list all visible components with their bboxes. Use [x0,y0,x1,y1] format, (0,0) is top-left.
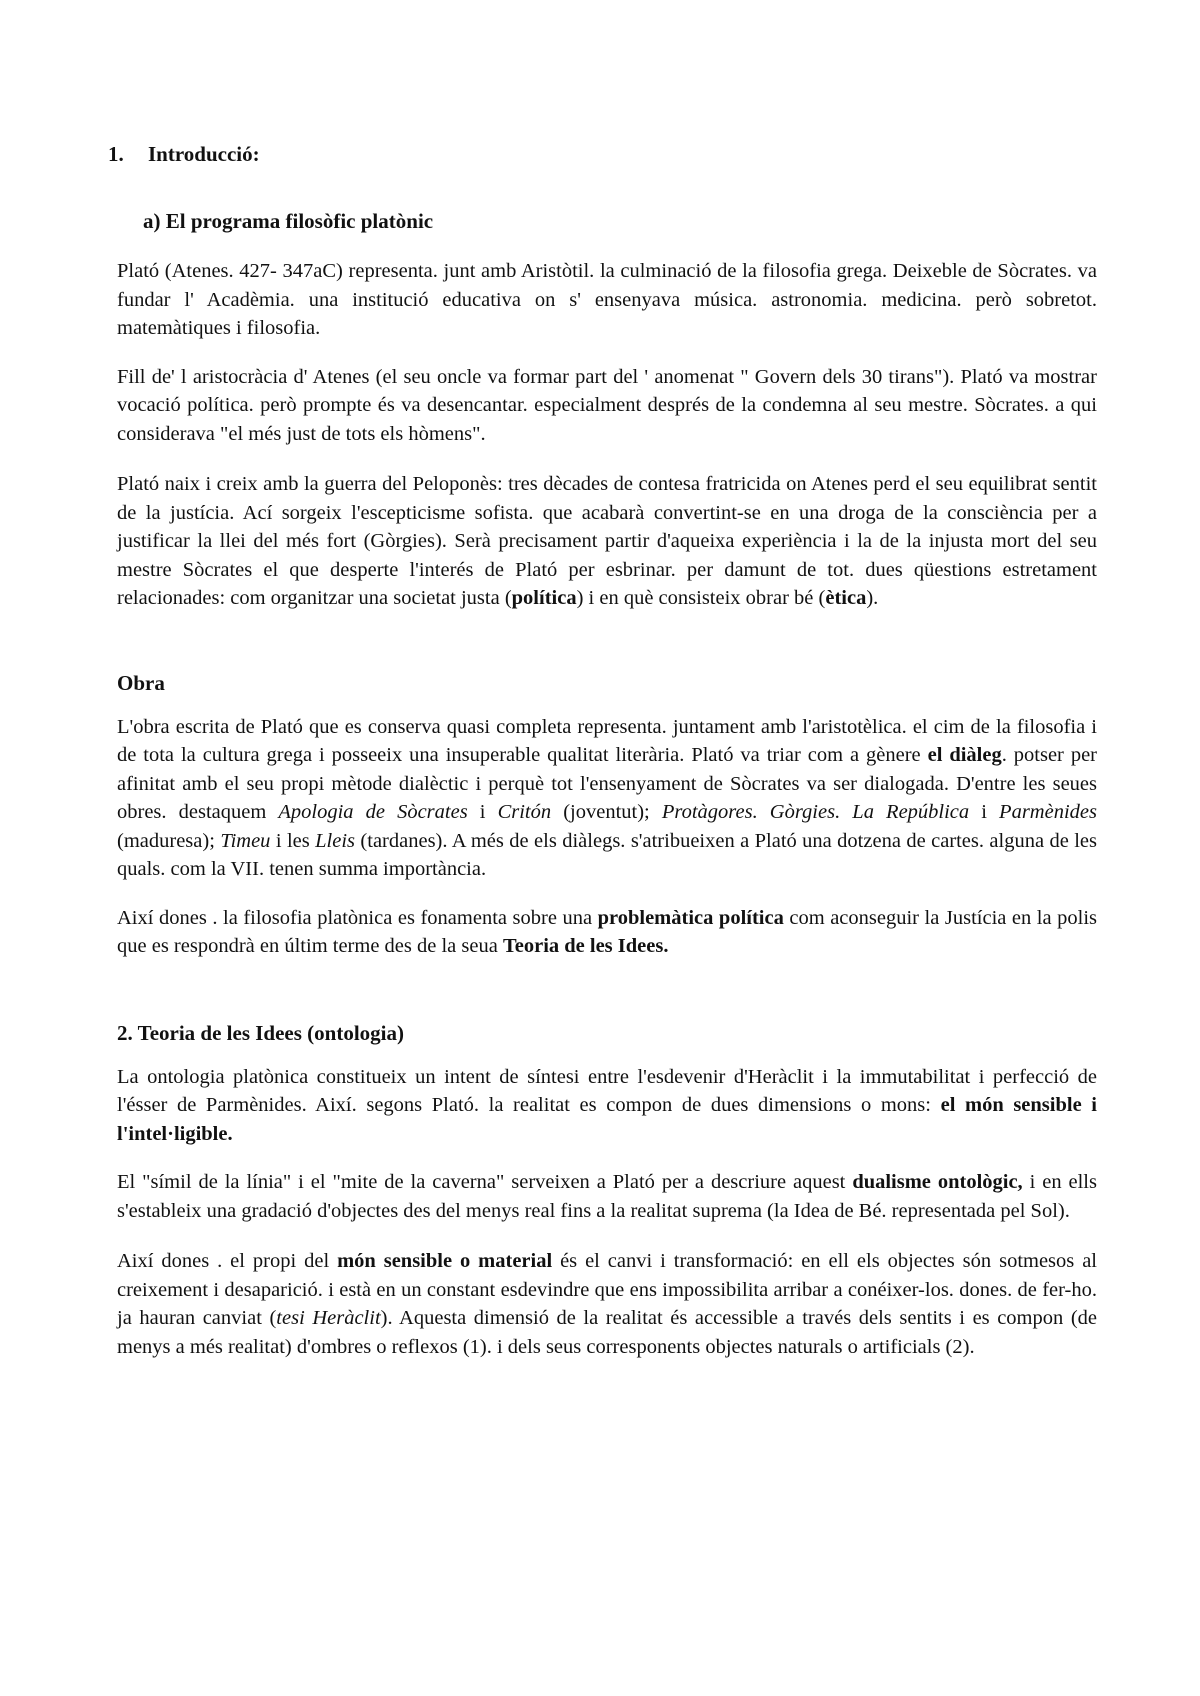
section-1-title: Introducció: [148,142,260,166]
section-1-heading [108,140,1097,168]
paragraph-simil-linia: El "símil de la línia" i el "mite de la caverna" serveixen a Plató per a descriure aquest dualisme ontològic, i en ells s'estableix una gradació d'objectes des del menys real fins a la realitat suprema (la Idea de Bé. representada pel Sol). [117,1171,1097,1222]
bold-politica: política [511,587,577,609]
section-2-heading: 2. Teoria de les Idees (ontologia) [117,1020,404,1045]
paragraph-ontologia: La ontologia platònica constitueix un intent de síntesi entre l'esdevenir d'Heràclit i la immutabilitat i perfecció de l'ésser de Parmènides. Així. segons Plató. la realitat es compon de dues dimensions o mons: el món sensible i l'intel·ligible. [117,1065,1097,1145]
paragraph-mon-sensible: Així dones . el propi del món sensible o material és el canvi i transformació: en ell els objectes són sotmesos al creixement i desaparició. i està en un constant esdevindre que ens impossibilita arribar a conéixer-los. dones. de fer-ho. ja hauran canviat (tesi Heràclit). Aquesta dimensió de la realitat és accessible a través dels sentits i es compon (de menys a més realitat) d'ombres o reflexos (1). i dels seus corresponents objectes naturals o artificials (2). [117,1250,1097,1358]
subheading-programa: a) El programa filosòfic platònic [143,209,434,233]
obra-heading: Obra [117,670,165,695]
paragraph-problematica: Així dones . la filosofia platònica es fonamenta sobre una problemàtica política com aconseguir la Justícia en la polis que es respondrà en últim terme des de la seua Teoria de les Idees. [117,906,1097,957]
paragraph-peloponnes: Plató naix i creix amb la guerra del Peloponès: tres dècades de contesa fratricida on Atenes perd el seu equilibrat sentit de la justícia. Ací sorgeix l'escepticisme sofista. que acabarà convertint-se en una droga de la consciència per a justificar la llei del més fort (Gòrgies). Serà precisament partir d'aqueixa experiència i la de la injusta mort del seu mestre Sòcrates el que desperte l'interés de Plató per esbrinar. per damunt de tot. dues qüestions estretament relacionades: com organitzar una societat justa (política) i en què consisteix obrar bé (ètica). [117,473,1097,609]
document-page [108,140,1098,1361]
bold-mon-sensible-intelligible: el món sensible i l'intel·ligible. [117,1094,1097,1145]
bold-mon-sensible-material: món sensible o material [337,1250,553,1272]
bold-etica: ètica [825,587,867,609]
section-1-number: 1. [108,142,124,166]
paragraph-plato-intro: Plató (Atenes. 427- 347aC) representa. junt amb Aristòtil. la culminació de la filosofia grega. Deixeble de Sòcrates. va fundar l' Acadèmia. una institució educativa on s' ensenyava música. astronomia. medicina. però sobretot. matemàtiques i filosofia. [117,260,1097,339]
paragraph-obra: L'obra escrita de Plató que es conserva quasi completa representa. juntament amb l'aristotèlica. el cim de la filosofia i de tota la cultura grega i posseeix una insuperable qualitat literària. Plató va triar com a gènere el diàleg. potser per afinitat amb el seu propi mètode dialèctic i perquè tot l'ensenyament de Sòcrates va ser dialogada. D'entre les seues obres. destaquem Apologia de Sòcrates i Critón (joventut); Protàgores. Gòrgies. La República i Parmènides (maduresa); Timeu i les Lleis (tardanes). A més de els diàlegs. s'atribueixen a Plató una dotzena de cartes. alguna de les quals. com la VII. tenen summa importància. [117,715,1098,880]
paragraph-aristocracia: Fill de' l aristocràcia d' Atenes (el seu oncle va formar part del ' anomenat " Govern dels 30 tirans"). Plató va mostrar vocació política. però prompte és va desencantar. especialment després de la condemna al seu mestre. Sòcrates. a qui considerava "el més just de tots els hòmens". [117,365,1097,445]
bold-dualisme: dualisme ontològic, [852,1171,1023,1193]
bold-dialeg: el diàleg [927,744,1002,766]
bold-teoria-idees: Teoria de les Idees. [502,935,669,957]
bold-problematica-politica: problemàtica política [597,906,784,929]
